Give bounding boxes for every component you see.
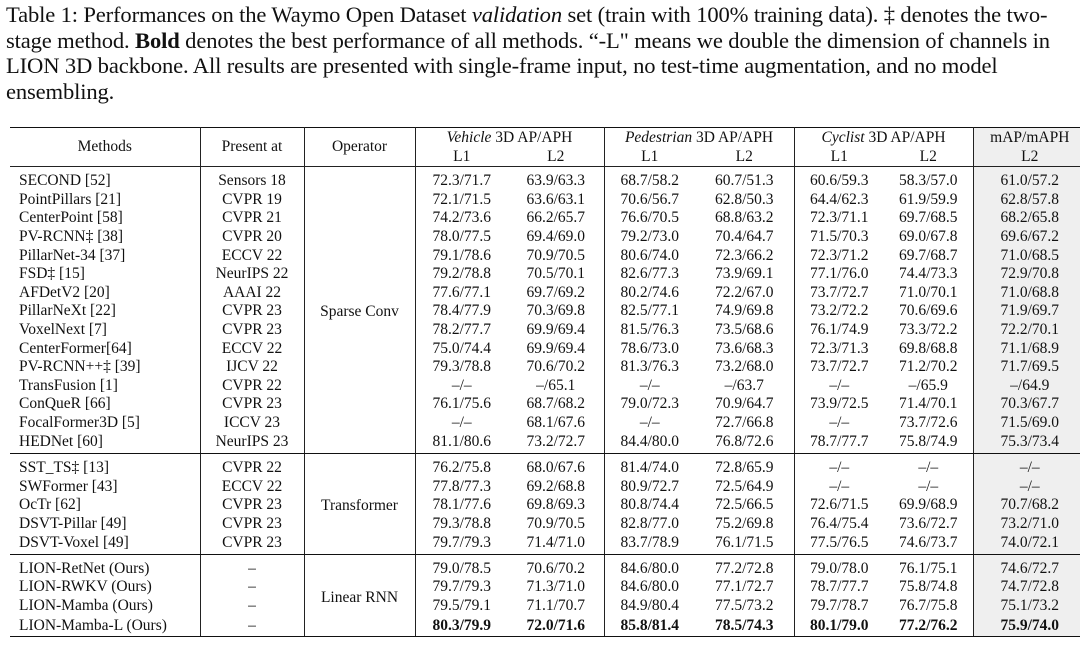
cell-vehicle-l2: 70.6/70.2	[508, 560, 604, 579]
cell-vehicle-l2: 69.7/69.2	[508, 284, 604, 303]
header-pedestrian-l1: L1	[604, 148, 695, 167]
table-row	[10, 191, 1080, 210]
cell-pedestrian-l2: 70.9/64.7	[695, 395, 794, 414]
cell-method: CenterFormer[64]	[10, 340, 200, 359]
cell-map-l2: 71.1/68.9	[973, 340, 1080, 359]
cell-pedestrian-l2: 77.1/72.7	[695, 578, 794, 597]
cell-pedestrian-l1: 81.3/76.3	[620, 358, 680, 376]
cell-pedestrian-l1: 84.6/80.0	[620, 559, 680, 577]
cell-pedestrian-l2: 70.4/64.7	[695, 228, 794, 247]
cell-vehicle-l2: 68.7/68.2	[508, 395, 604, 414]
cell-venue: CVPR 21	[200, 209, 304, 228]
cell-cyclist-l1: 73.2/72.2	[809, 302, 869, 320]
caption-italic: validation	[471, 2, 562, 27]
cell-cyclist-l2: –/–	[884, 459, 973, 478]
cell-pedestrian-l2: 73.6/68.3	[695, 340, 794, 359]
cell-venue: –	[200, 597, 304, 616]
cell-venue: –	[200, 560, 304, 579]
table-row	[10, 597, 1080, 616]
table-row	[10, 515, 1080, 534]
table-row	[10, 578, 1080, 597]
cell-venue: NeurIPS 22	[200, 265, 304, 284]
cell-pedestrian-l1: 82.5/77.1	[620, 302, 680, 320]
cell-venue: CVPR 23	[200, 321, 304, 340]
cell-cyclist-l1: –/–	[829, 413, 850, 431]
cell-cyclist-l1: 64.4/62.3	[809, 190, 869, 208]
cell-pedestrian-l1: 80.2/74.6	[620, 283, 680, 301]
cell-pedestrian-l2: 68.8/63.2	[695, 209, 794, 228]
cell-cyclist-l2: 71.0/70.1	[884, 284, 973, 303]
cell-venue: ECCV 22	[200, 247, 304, 266]
cell-pedestrian-l1: 82.6/77.3	[620, 265, 680, 283]
cell-cyclist-l1: 77.5/76.5	[794, 533, 884, 554]
cell-pedestrian-l1: 85.8/81.4	[604, 616, 695, 637]
cell-pedestrian-l2: 73.5/68.6	[695, 321, 794, 340]
cell-vehicle-l1: 77.8/77.3	[432, 477, 492, 495]
cell-map-l2: 71.0/68.8	[973, 284, 1080, 303]
cell-vehicle-l1: 72.1/71.5	[432, 190, 492, 208]
cell-vehicle-l1: 80.3/79.9	[415, 616, 508, 637]
table-row	[10, 340, 1080, 359]
cell-cyclist-l2: 69.7/68.7	[884, 247, 973, 266]
cell-pedestrian-l2: –/63.7	[695, 377, 794, 396]
cell-method: SECOND [52]	[10, 172, 200, 191]
cell-cyclist-l2: 69.0/67.8	[884, 228, 973, 247]
cell-pedestrian-l2: 72.8/65.9	[695, 459, 794, 478]
cell-pedestrian-l1: 76.6/70.5	[620, 209, 680, 227]
cell-cyclist-l2: 69.7/68.5	[884, 209, 973, 228]
cell-vehicle-l2: –/65.1	[508, 377, 604, 396]
cell-pedestrian-l2: 62.8/50.3	[695, 191, 794, 210]
cell-method: AFDetV2 [20]	[10, 284, 200, 303]
table-row	[10, 433, 1080, 454]
cell-venue: CVPR 23	[200, 533, 304, 554]
cell-map-l2: 62.8/57.8	[973, 191, 1080, 210]
cell-method: ConQueR [66]	[10, 395, 200, 414]
cell-cyclist-l2: 69.8/68.8	[884, 340, 973, 359]
cell-venue: ECCV 22	[200, 340, 304, 359]
cell-map-l2: 74.7/72.8	[973, 578, 1080, 597]
cell-map-l2: 75.9/74.0	[973, 616, 1080, 637]
cell-vehicle-l1: 78.0/77.5	[432, 227, 492, 245]
cell-method: SWFormer [43]	[10, 478, 200, 497]
cell-cyclist-l2: 74.6/73.7	[884, 533, 973, 554]
cell-method: LION-RetNet (Ours)	[10, 560, 200, 579]
cell-pedestrian-l1: 81.4/74.0	[620, 459, 680, 476]
cell-vehicle-l2: 71.1/70.7	[508, 597, 604, 616]
cell-venue: Sensors 18	[200, 172, 304, 191]
cell-method: TransFusion [1]	[10, 377, 200, 396]
table-row	[10, 496, 1080, 515]
header-cyclist: Cyclist 3D AP/APH	[794, 128, 973, 148]
cell-vehicle-l2: 71.4/71.0	[508, 533, 604, 554]
cell-cyclist-l2: 75.8/74.9	[884, 433, 973, 454]
table-row	[10, 265, 1080, 284]
cell-venue: CVPR 20	[200, 228, 304, 247]
cell-cyclist-l1: 73.7/72.7	[809, 358, 869, 376]
cell-cyclist-l1: 73.9/72.5	[809, 395, 869, 413]
cell-vehicle-l1: 79.5/79.1	[432, 597, 492, 615]
cell-vehicle-l1: 76.1/75.6	[432, 395, 492, 413]
cell-cyclist-l1: 71.5/70.3	[809, 227, 869, 245]
cell-venue: AAAI 22	[200, 284, 304, 303]
cell-venue: CVPR 23	[200, 515, 304, 534]
cell-map-l2: 71.7/69.5	[973, 358, 1080, 377]
cell-pedestrian-l2: 72.5/64.9	[695, 478, 794, 497]
cell-cyclist-l1: 77.1/76.0	[809, 265, 869, 283]
cell-vehicle-l2: 70.5/70.1	[508, 265, 604, 284]
table-row	[10, 478, 1080, 497]
cell-vehicle-l1: 79.7/79.3	[415, 533, 508, 554]
cell-vehicle-l1: 74.2/73.6	[432, 209, 492, 227]
cell-pedestrian-l2: 73.2/68.0	[695, 358, 794, 377]
cell-method: PillarNeXt [22]	[10, 302, 200, 321]
cell-method: LION-Mamba (Ours)	[10, 597, 200, 616]
cell-vehicle-l1: 78.1/77.6	[432, 496, 492, 514]
cell-map-l2: –/–	[973, 459, 1080, 478]
cell-cyclist-l1: 73.7/72.7	[809, 283, 869, 301]
cell-pedestrian-l2: 77.5/73.2	[695, 597, 794, 616]
cell-venue: ECCV 22	[200, 478, 304, 497]
caption-bold-word: Bold	[135, 27, 180, 53]
caption-text-2: set (train with 100% training data). ‡ denotes the two-stage method.	[6, 2, 1048, 53]
cell-cyclist-l2: 73.3/72.2	[884, 321, 973, 340]
cell-vehicle-l2: 70.6/70.2	[508, 358, 604, 377]
cell-cyclist-l1: 72.3/71.1	[809, 209, 869, 227]
table-caption	[6, 2, 1076, 104]
cell-vehicle-l2: 69.2/68.8	[508, 478, 604, 497]
cell-cyclist-l1: 79.0/78.0	[809, 559, 869, 577]
header-pedestrian: Pedestrian 3D AP/APH	[604, 128, 794, 148]
cell-cyclist-l2: 58.3/57.0	[884, 172, 973, 191]
table-row	[10, 172, 1080, 191]
cell-method: PV-RCNN++‡ [39]	[10, 358, 200, 377]
cell-pedestrian-l1: 68.7/58.2	[620, 172, 680, 190]
cell-pedestrian-l1: 70.6/56.7	[620, 190, 680, 208]
cell-pedestrian-l2: 72.3/66.2	[695, 247, 794, 266]
cell-vehicle-l2: 63.6/63.1	[508, 191, 604, 210]
cell-cyclist-l1: 80.1/79.0	[794, 616, 884, 637]
cell-method: CenterPoint [58]	[10, 209, 200, 228]
header-present-at: Present at	[200, 128, 304, 167]
cell-pedestrian-l1: –/–	[639, 413, 660, 431]
cell-vehicle-l2: 69.9/69.4	[508, 340, 604, 359]
cell-vehicle-l1: 78.2/77.7	[432, 320, 492, 338]
cell-operator: Sparse Conv	[304, 172, 415, 453]
cell-method: OcTr [62]	[10, 496, 200, 515]
cell-pedestrian-l2: 72.5/66.5	[695, 496, 794, 515]
table-row	[10, 395, 1080, 414]
cell-cyclist-l2: 73.7/72.6	[884, 414, 973, 433]
caption-text-1: Performances on the Waymo Open Dataset	[83, 2, 467, 27]
table-row	[10, 560, 1080, 579]
cell-cyclist-l2: 76.7/75.8	[884, 597, 973, 616]
table-row	[10, 209, 1080, 228]
cell-map-l2: 72.9/70.8	[973, 265, 1080, 284]
header-vehicle-l1: L1	[415, 148, 508, 167]
table-row	[10, 228, 1080, 247]
cell-vehicle-l2: 70.9/70.5	[508, 247, 604, 266]
cell-cyclist-l1: 72.3/71.2	[809, 246, 869, 264]
table-row	[10, 247, 1080, 266]
cell-cyclist-l2: –/65.9	[884, 377, 973, 396]
cell-venue: CVPR 22	[200, 377, 304, 396]
cell-map-l2: 72.2/70.1	[973, 321, 1080, 340]
cell-map-l2: 61.0/57.2	[973, 172, 1080, 191]
cell-pedestrian-l2: 77.2/72.8	[695, 560, 794, 579]
cell-venue: CVPR 23	[200, 302, 304, 321]
cell-cyclist-l2: 76.1/75.1	[884, 560, 973, 579]
table-row	[10, 321, 1080, 340]
cell-method: SST_TS‡ [13]	[10, 459, 200, 478]
cell-cyclist-l1: 60.6/59.3	[809, 172, 869, 190]
cell-map-l2: 73.2/71.0	[973, 515, 1080, 534]
table-row	[10, 377, 1080, 396]
cell-venue: CVPR 23	[200, 496, 304, 515]
cell-cyclist-l2: 75.8/74.8	[884, 578, 973, 597]
cell-map-l2: 70.3/67.7	[973, 395, 1080, 414]
cell-venue: –	[200, 578, 304, 597]
cell-venue: IJCV 22	[200, 358, 304, 377]
cell-cyclist-l2: 70.6/69.6	[884, 302, 973, 321]
header-operator: Operator	[304, 128, 415, 167]
cell-method: FSD‡ [15]	[10, 265, 200, 284]
cell-map-l2: 75.3/73.4	[973, 433, 1080, 454]
cell-venue: NeurIPS 23	[200, 433, 304, 454]
cell-method: PV-RCNN‡ [38]	[10, 228, 200, 247]
cell-method: DSVT-Voxel [49]	[10, 533, 200, 554]
cell-map-l2: 71.9/69.7	[973, 302, 1080, 321]
cell-cyclist-l2: 74.4/73.3	[884, 265, 973, 284]
cell-cyclist-l2: 71.2/70.2	[884, 358, 973, 377]
table-row	[10, 414, 1080, 433]
cell-vehicle-l2: 73.2/72.7	[508, 433, 604, 454]
cell-map-l2: 71.0/68.5	[973, 247, 1080, 266]
results-table	[10, 127, 1080, 637]
cell-vehicle-l2: 68.1/67.6	[508, 414, 604, 433]
cell-cyclist-l2: 77.2/76.2	[884, 616, 973, 637]
cell-vehicle-l2: 71.3/71.0	[508, 578, 604, 597]
cell-vehicle-l1: 81.1/80.6	[415, 433, 508, 454]
cell-vehicle-l1: 79.3/78.8	[432, 358, 492, 376]
cell-cyclist-l1: –/–	[829, 376, 850, 394]
cell-pedestrian-l2: 72.7/66.8	[695, 414, 794, 433]
cell-cyclist-l1: 76.4/75.4	[809, 514, 869, 532]
cell-pedestrian-l2: 75.2/69.8	[695, 515, 794, 534]
cell-venue: CVPR 23	[200, 395, 304, 414]
table-row	[10, 358, 1080, 377]
header-vehicle-l2: L2	[508, 148, 604, 167]
header-map-l2: L2	[973, 148, 1080, 167]
cell-cyclist-l1: 78.7/77.7	[794, 433, 884, 454]
cell-vehicle-l2: 70.9/70.5	[508, 515, 604, 534]
table-row	[10, 302, 1080, 321]
cell-vehicle-l2: 69.9/69.4	[508, 321, 604, 340]
cell-map-l2: 69.6/67.2	[973, 228, 1080, 247]
cell-map-l2: 74.0/72.1	[973, 533, 1080, 554]
cell-cyclist-l1: 76.1/74.9	[809, 320, 869, 338]
cell-map-l2: 74.6/72.7	[973, 560, 1080, 579]
cell-cyclist-l2: 69.9/68.9	[884, 496, 973, 515]
cell-map-l2: –/64.9	[973, 377, 1080, 396]
cell-cyclist-l2: –/–	[884, 478, 973, 497]
cell-cyclist-l1: 79.7/78.7	[809, 597, 869, 615]
cell-venue: ICCV 23	[200, 414, 304, 433]
cell-vehicle-l2: 72.0/71.6	[508, 616, 604, 637]
cell-pedestrian-l1: 83.7/78.9	[604, 533, 695, 554]
cell-method: HEDNet [60]	[10, 433, 200, 454]
cell-cyclist-l2: 73.6/72.7	[884, 515, 973, 534]
table-row	[10, 616, 1080, 637]
table-row	[10, 284, 1080, 303]
cell-pedestrian-l2: 60.7/51.3	[695, 172, 794, 191]
cell-pedestrian-l1: 79.0/72.3	[620, 395, 680, 413]
cell-pedestrian-l1: 80.6/74.0	[620, 246, 680, 264]
cell-vehicle-l1: 79.1/78.6	[432, 246, 492, 264]
cell-vehicle-l1: 76.2/75.8	[432, 459, 492, 476]
cell-pedestrian-l2: 76.8/72.6	[695, 433, 794, 454]
cell-method: PointPillars [21]	[10, 191, 200, 210]
cell-vehicle-l2: 69.8/69.3	[508, 496, 604, 515]
cell-vehicle-l2: 66.2/65.7	[508, 209, 604, 228]
cell-vehicle-l1: –/–	[451, 376, 472, 394]
table-row	[10, 459, 1080, 478]
cell-method: VoxelNext [7]	[10, 321, 200, 340]
cell-map-l2: 68.2/65.8	[973, 209, 1080, 228]
cell-cyclist-l1: 72.6/71.5	[809, 496, 869, 514]
cell-vehicle-l1: 77.6/77.1	[432, 283, 492, 301]
cell-pedestrian-l1: 84.4/80.0	[604, 433, 695, 454]
cell-operator: Transformer	[304, 459, 415, 554]
cell-method: FocalFormer3D [5]	[10, 414, 200, 433]
cell-pedestrian-l2: 76.1/71.5	[695, 533, 794, 554]
cell-vehicle-l1: 79.3/78.8	[432, 514, 492, 532]
table-row	[10, 533, 1080, 554]
cell-vehicle-l1: 78.4/77.9	[432, 302, 492, 320]
caption-label: Table 1:	[6, 2, 78, 27]
cell-method: DSVT-Pillar [49]	[10, 515, 200, 534]
header-pedestrian-l2: L2	[695, 148, 794, 167]
cell-method: LION-Mamba-L (Ours)	[10, 616, 200, 637]
cell-vehicle-l1: 75.0/74.4	[432, 339, 492, 357]
cell-map-l2: –/–	[973, 478, 1080, 497]
cell-vehicle-l2: 68.0/67.6	[508, 459, 604, 478]
cell-method: LION-RWKV (Ours)	[10, 578, 200, 597]
header-vehicle: Vehicle 3D AP/APH	[415, 128, 604, 148]
header-cyclist-l2: L2	[884, 148, 973, 167]
header-map: mAP/mAPH	[973, 128, 1080, 148]
cell-cyclist-l1: –/–	[829, 477, 850, 495]
table-body	[10, 167, 1080, 637]
cell-method: PillarNet-34 [37]	[10, 247, 200, 266]
cell-map-l2: 75.1/73.2	[973, 597, 1080, 616]
caption-text-3: denotes the best performance of all methods. “-L" means we double the dimension of channels in LION 3D backbone. All results are presented with single-frame input, no test-time augmentation, and no model ensembling.	[6, 27, 1050, 104]
cell-cyclist-l1: –/–	[829, 459, 850, 476]
cell-vehicle-l1: 72.3/71.7	[432, 172, 492, 190]
cell-vehicle-l2: 69.4/69.0	[508, 228, 604, 247]
cell-cyclist-l1: 78.7/77.7	[809, 578, 869, 596]
cell-venue: CVPR 19	[200, 191, 304, 210]
cell-pedestrian-l2: 73.9/69.1	[695, 265, 794, 284]
cell-pedestrian-l2: 78.5/74.3	[695, 616, 794, 637]
header-cyclist-l1: L1	[794, 148, 884, 167]
cell-vehicle-l2: 70.3/69.8	[508, 302, 604, 321]
cell-cyclist-l1: 72.3/71.3	[809, 339, 869, 357]
cell-pedestrian-l2: 72.2/67.0	[695, 284, 794, 303]
header-methods: Methods	[10, 128, 200, 167]
cell-pedestrian-l1: 78.6/73.0	[620, 339, 680, 357]
cell-cyclist-l2: 61.9/59.9	[884, 191, 973, 210]
cell-map-l2: 70.7/68.2	[973, 496, 1080, 515]
cell-pedestrian-l1: 81.5/76.3	[620, 320, 680, 338]
cell-venue: –	[200, 616, 304, 637]
cell-pedestrian-l1: 79.2/73.0	[620, 227, 680, 245]
cell-vehicle-l1: 79.0/78.5	[432, 559, 492, 577]
cell-pedestrian-l2: 74.9/69.8	[695, 302, 794, 321]
cell-operator: Linear RNN	[304, 560, 415, 637]
cell-cyclist-l2: 71.4/70.1	[884, 395, 973, 414]
cell-vehicle-l2: 63.9/63.3	[508, 172, 604, 191]
cell-vehicle-l1: 79.2/78.8	[432, 265, 492, 283]
cell-pedestrian-l1: 80.8/74.4	[620, 496, 680, 514]
cell-pedestrian-l1: 82.8/77.0	[620, 514, 680, 532]
cell-pedestrian-l1: 80.9/72.7	[620, 477, 680, 495]
cell-pedestrian-l1: 84.9/80.4	[620, 597, 680, 615]
cell-map-l2: 71.5/69.0	[973, 414, 1080, 433]
cell-vehicle-l1: 79.7/79.3	[432, 578, 492, 596]
cell-vehicle-l1: –/–	[451, 413, 472, 431]
cell-venue: CVPR 22	[200, 459, 304, 478]
cell-pedestrian-l1: 84.6/80.0	[620, 578, 680, 596]
cell-pedestrian-l1: –/–	[639, 376, 660, 394]
